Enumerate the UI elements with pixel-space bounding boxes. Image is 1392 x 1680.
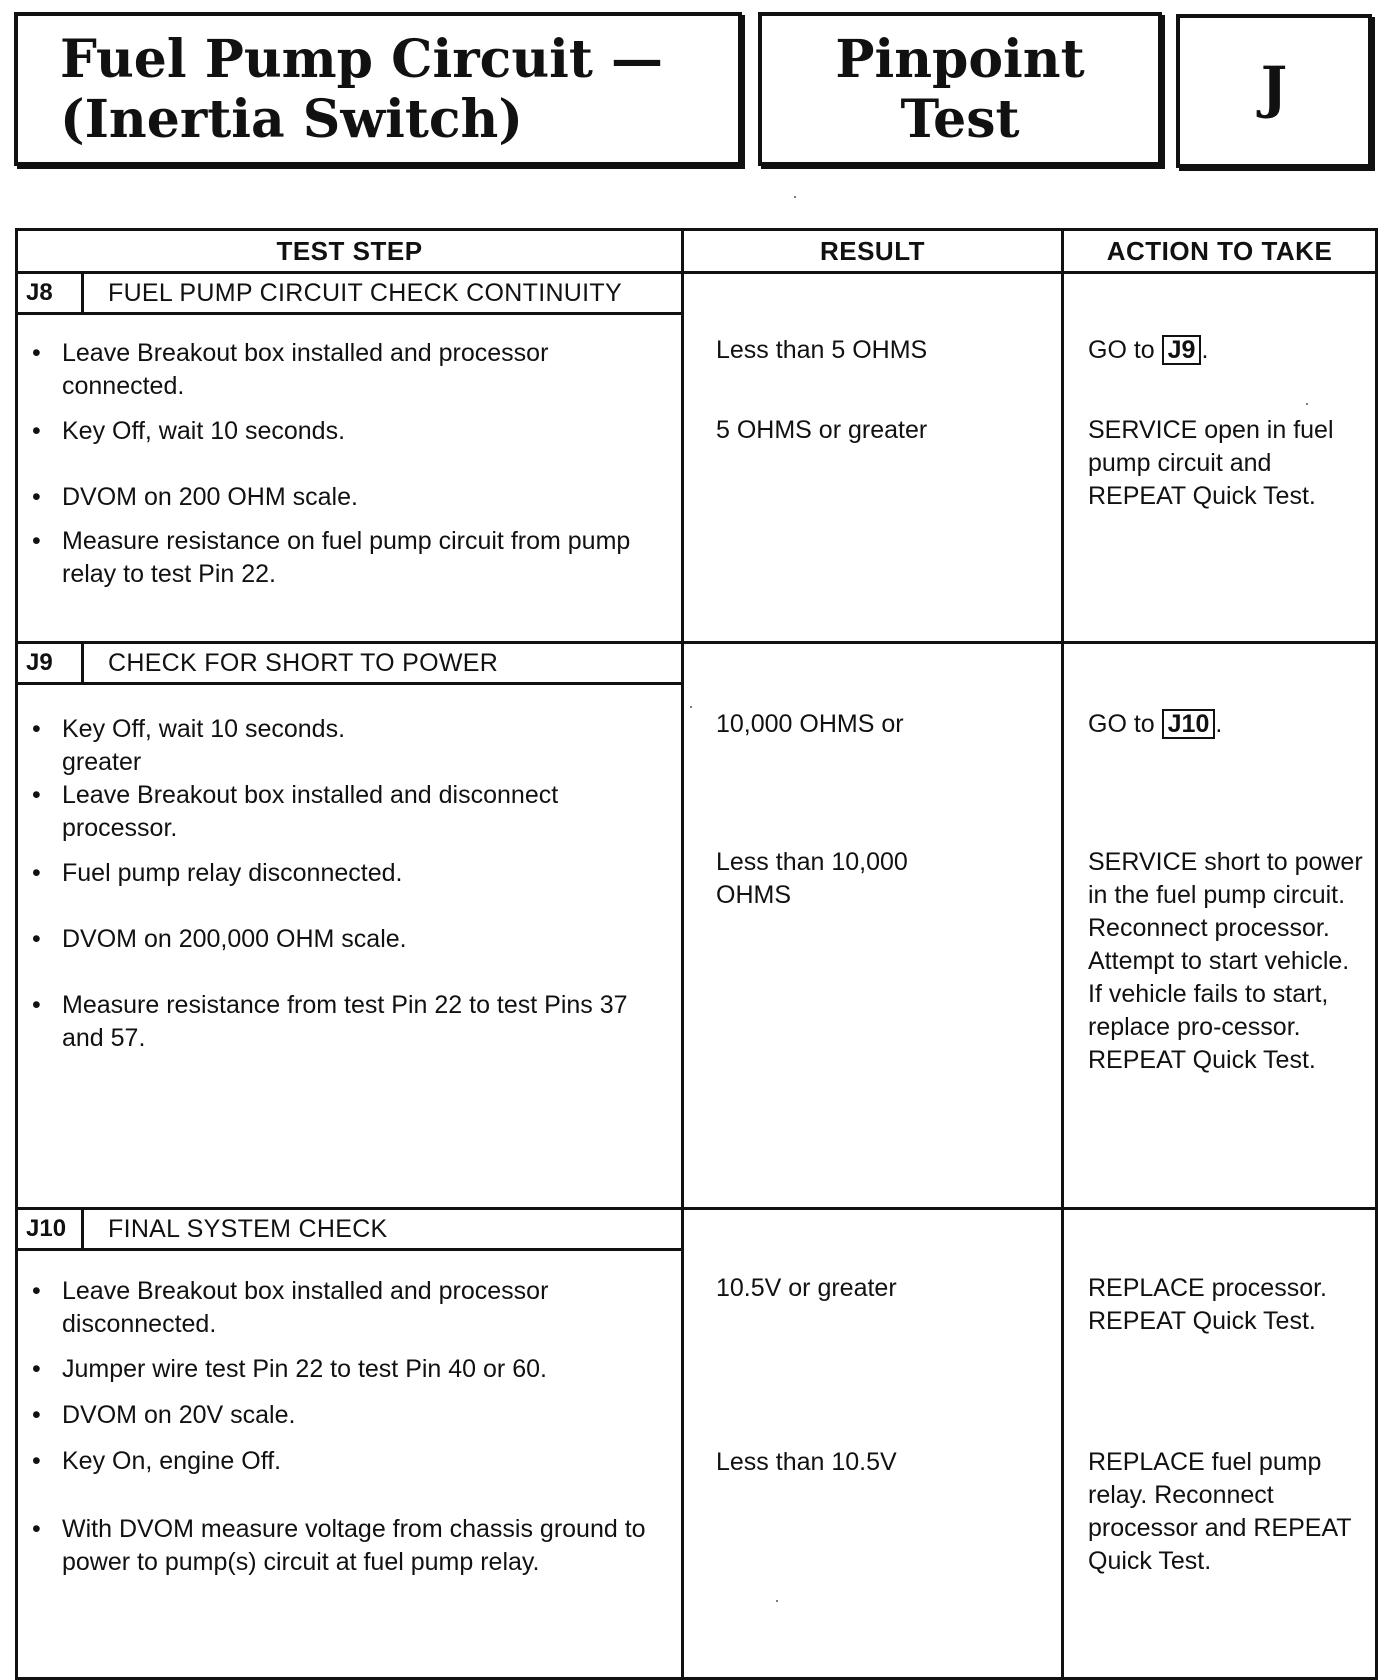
action-goto xyxy=(1088,708,1369,741)
scan-speck xyxy=(1306,403,1308,405)
result-text: Less than 10,000 OHMS xyxy=(716,848,908,909)
pinpoint-test-label xyxy=(762,30,1158,150)
action-cell xyxy=(1063,1209,1377,1679)
page-title xyxy=(60,30,663,150)
test-step-cell xyxy=(17,643,683,1209)
instruction-item: • DVOM on 200,000 OHM scale. xyxy=(18,923,671,956)
result-cell xyxy=(683,1209,1063,1679)
section-letter-box xyxy=(1176,14,1372,168)
title-line-1: Fuel Pump Circuit — xyxy=(60,29,664,90)
scan-speck xyxy=(776,1600,778,1602)
result-text: Less than 5 OHMS xyxy=(716,336,928,364)
instruction-item: • Key Off, wait 10 seconds. xyxy=(18,415,671,448)
action-cell xyxy=(1063,643,1377,1209)
step-id: J9 xyxy=(18,644,84,682)
instruction-item: • Leave Breakout box installed and processor disconnected. xyxy=(18,1275,671,1341)
action-prefix: GO to xyxy=(1088,710,1155,738)
action-prefix: GO to xyxy=(1088,336,1155,364)
step-header xyxy=(18,274,681,315)
action-text: REPLACE fuel pump relay. Reconnect processor and REPEAT Quick Test. xyxy=(1088,1448,1352,1575)
result-text: 10,000 OHMS or xyxy=(716,710,904,738)
instruction-item: • Key Off, wait 10 seconds. xyxy=(18,713,671,746)
table-row-j9 xyxy=(17,643,1377,1209)
scan-speck xyxy=(794,196,796,198)
step-title: FINAL SYSTEM CHECK xyxy=(108,1215,388,1243)
step-title: FUEL PUMP CIRCUIT CHECK CONTINUITY xyxy=(108,279,622,307)
title-box xyxy=(14,12,742,166)
section-letter: J xyxy=(1260,55,1288,121)
result-text: 10.5V or greater xyxy=(716,1274,897,1302)
step-title: CHECK FOR SHORT TO POWER xyxy=(108,649,499,677)
pinpoint-line-2: Test xyxy=(900,89,1020,150)
instruction-item: • Jumper wire test Pin 22 to test Pin 40 or 60. xyxy=(18,1353,671,1386)
test-step-cell xyxy=(17,1209,683,1679)
table-row-j8 xyxy=(17,273,1377,643)
instruction-item: • Measure resistance from test Pin 22 to test Pins 37 and 57. xyxy=(18,989,671,1055)
table-row-j10 xyxy=(17,1209,1377,1679)
action-text: SERVICE open in fuel pump circuit and REPEAT Quick Test. xyxy=(1088,416,1334,510)
result-text: 5 OHMS or greater xyxy=(716,416,928,444)
table-header-row xyxy=(17,230,1377,273)
scan-speck xyxy=(690,706,692,708)
pinpoint-test-box xyxy=(758,12,1162,166)
step-ref-box: J10 xyxy=(1162,709,1216,739)
action-suffix: . xyxy=(1215,710,1223,738)
pinpoint-line-1: Pinpoint xyxy=(835,29,1085,90)
instruction-item: • With DVOM measure voltage from chassis ground to power to pump(s) circuit at fuel pump relay. xyxy=(18,1513,671,1579)
action-text: REPLACE processor. REPEAT Quick Test. xyxy=(1088,1274,1327,1335)
step-header xyxy=(18,1210,681,1251)
step-ref-box: J9 xyxy=(1162,335,1202,365)
instruction-item: • Fuel pump relay disconnected. xyxy=(18,857,671,890)
col-header-result: RESULT xyxy=(683,230,1063,273)
step-header xyxy=(18,644,681,685)
instruction-continuation: greater xyxy=(62,748,142,776)
action-suffix: . xyxy=(1201,336,1209,364)
instruction-item: • DVOM on 20V scale. xyxy=(18,1399,671,1432)
action-text: SERVICE short to power in the fuel pump circuit. Reconnect processor. Attempt to start vehicle. If vehicle fails to start, replace pro-cessor. REPEAT Quick Test. xyxy=(1088,848,1363,1074)
title-line-2: (Inertia Switch) xyxy=(60,89,523,150)
instruction-item: • Leave Breakout box installed and disconnect processor. xyxy=(18,779,671,845)
instruction-item: • Key On, engine Off. xyxy=(18,1445,671,1478)
step-id: J8 xyxy=(18,274,84,312)
result-cell xyxy=(683,643,1063,1209)
instruction-item: • Leave Breakout box installed and processor connected. xyxy=(18,337,671,403)
result-text: Less than 10.5V xyxy=(716,1448,897,1476)
action-cell xyxy=(1063,273,1377,643)
col-header-action: ACTION TO TAKE xyxy=(1063,230,1377,273)
test-step-cell xyxy=(17,273,683,643)
action-goto xyxy=(1088,334,1369,367)
instruction-item: • Measure resistance on fuel pump circuit from pump relay to test Pin 22. xyxy=(18,525,671,591)
pinpoint-test-table xyxy=(15,228,1378,1680)
result-cell xyxy=(683,273,1063,643)
col-header-test-step: TEST STEP xyxy=(17,230,683,273)
step-id: J10 xyxy=(18,1210,84,1248)
instruction-item: • DVOM on 200 OHM scale. xyxy=(18,481,671,514)
